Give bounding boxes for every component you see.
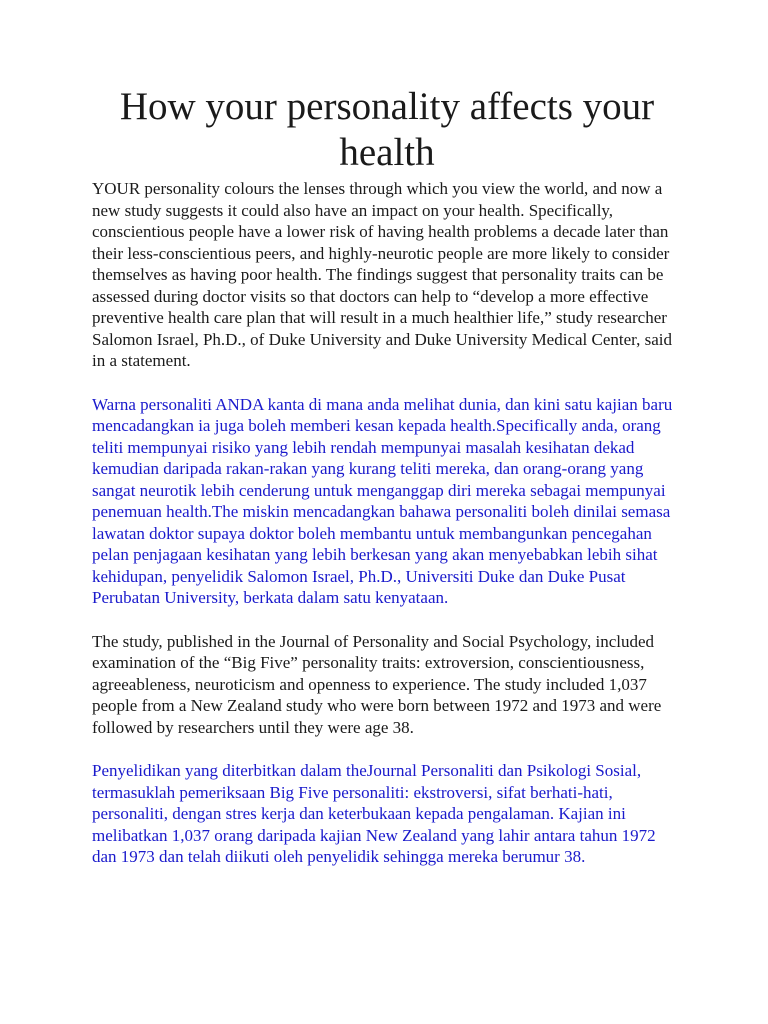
paragraph-spacer bbox=[92, 609, 682, 631]
paragraph-english-1: YOUR personality colours the lenses through which you view the world, and now a new study suggests it could also have an impact on your health. Specifically, conscientious people have a lower risk of having health problems a decade later than their less-conscientious peers, and highly-neurotic people are more likely to consider themselves as having poor health. The findings suggest that personality traits can be assessed during doctor visits so that doctors can help to “develop a more effective preventive health care plan that will result in a much healthier life,” study researcher Salomon Israel, Ph.D., of Duke University and Duke University Medical Center, said in a statement. bbox=[92, 179, 673, 370]
paragraph-english-2: The study, published in the Journal of Personality and Social Psychology, included examination of the “Big Five” personality traits: extroversion, conscientiousness, agreeableness, neuroticism and openness to experience. The study included 1,037 people from a New Zealand study who were born between 1972 and 1973 and were followed by researchers until they were age 38. bbox=[92, 631, 662, 737]
paragraph-malay-1: Warna personaliti ANDA kanta di mana anda melihat dunia, dan kini satu kajian baru mencadangkan ia juga boleh memberi kesan kepada health.Specifically anda, orang teliti mempunyai risiko yang lebih rendah mempunyai masalah kesihatan dekad kemudian daripada rakan-rakan yang kurang teliti mereka, dan orang-orang yang sangat neurotik lebih cenderung untuk menganggap diri mereka sebagai mempunyai penemuan health.The miskin mencadangkan bahawa personaliti boleh dinilai semasa lawatan doktor supaya doktor boleh membantu untuk membangunkan pencegahan pelan penjagaan kesihatan yang lebih berkesan yang akan menyebabkan lebih sihat kehidupan, penyelidik Salomon Israel, Ph.D., Universiti Duke dan Duke Pusat Perubatan University, berkata dalam satu kenyataan. bbox=[92, 394, 673, 607]
paragraph-spacer bbox=[92, 372, 682, 394]
paragraph-malay-2: Penyelidikan yang diterbitkan dalam theJournal Personaliti dan Psikologi Sosial, termasuklah pemeriksaan Big Five personaliti: ekstroversi, sifat berhati-hati, personaliti, dengan stres kerja dan keterbukaan kepada pengalaman. Kajian ini melibatkan 1,037 orang daripada kajian New Zealand yang lahir antara tahun 1972 dan 1973 dan telah diikuti oleh penyelidik sehingga mereka berumur 38. bbox=[92, 761, 656, 866]
document-title: How your personality affects your health bbox=[119, 85, 655, 174]
paragraph-spacer bbox=[92, 738, 682, 760]
document-page bbox=[92, 84, 682, 868]
